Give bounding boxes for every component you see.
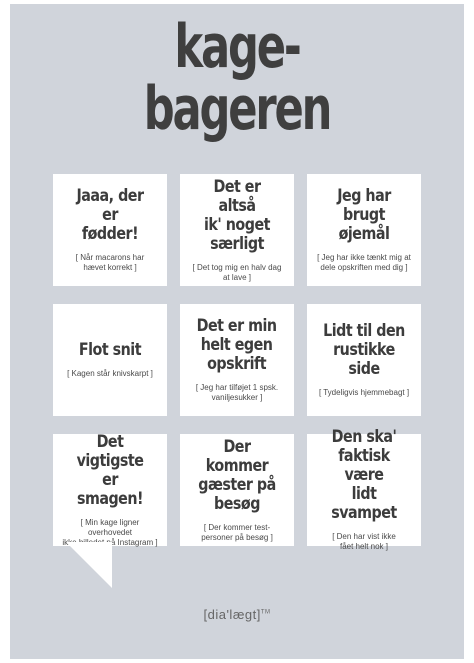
title-line-2: bageren xyxy=(143,74,331,144)
card-subtext: [ Kagen står knivskarpt ] xyxy=(67,369,153,378)
card-9 xyxy=(307,427,421,551)
poster xyxy=(10,4,464,659)
card-7 xyxy=(53,431,167,547)
brand-logo xyxy=(10,607,464,622)
card-heading: Jeg har brugt øjemål xyxy=(337,186,391,244)
card-subtext: [ Jeg har ikke tænkt mig at dele opskriften med dig ] xyxy=(317,253,411,272)
card-6 xyxy=(307,304,421,416)
card-3 xyxy=(307,174,421,286)
poster-title xyxy=(74,12,401,144)
card-subtext: [ Den har vist ikke fået helt nok ] xyxy=(332,532,396,551)
card-heading: Lidt til den rustikke side xyxy=(323,321,405,379)
card-subtext: [ Min kage ligner overhovedet ikke billedet på Instagram ] xyxy=(62,517,158,547)
card-subtext: [ Jeg har tilføjet 1 spsk. vaniljesukker ] xyxy=(195,383,279,402)
trademark-mark: TM xyxy=(260,609,271,616)
card-2 xyxy=(180,174,294,286)
title-line-1: kage- xyxy=(174,12,300,82)
card-heading: Den ska' faktisk være lidt svampet xyxy=(331,427,397,523)
card-subtext: [ Det tog mig en halv dag at lave ] xyxy=(192,262,282,282)
card-heading: Der kommer gæster på besøg xyxy=(198,436,276,514)
card-5 xyxy=(180,304,294,416)
speech-bubble-tail xyxy=(66,542,112,588)
card-heading: Jaaa, der er fødder! xyxy=(76,186,144,244)
card-heading: Flot snit xyxy=(78,340,142,360)
card-4 xyxy=(53,304,167,416)
card-subtext: [ Tydeligvis hjemmebagt ] xyxy=(318,388,410,397)
card-subtext: [ Der kommer test- personer på besøg ] xyxy=(201,522,273,542)
card-heading: Det vigtigste er smagen! xyxy=(76,431,144,509)
card-8 xyxy=(180,434,294,546)
card-heading: Det er min helt egen opskrift xyxy=(197,316,277,374)
card-subtext: [ Når macarons har hævet korrekt ] xyxy=(75,253,145,272)
card-heading: Det er altså ik' noget særligt xyxy=(204,176,270,254)
card-1 xyxy=(53,174,167,286)
brand-logo-text: [dia'lægt] xyxy=(203,607,261,622)
